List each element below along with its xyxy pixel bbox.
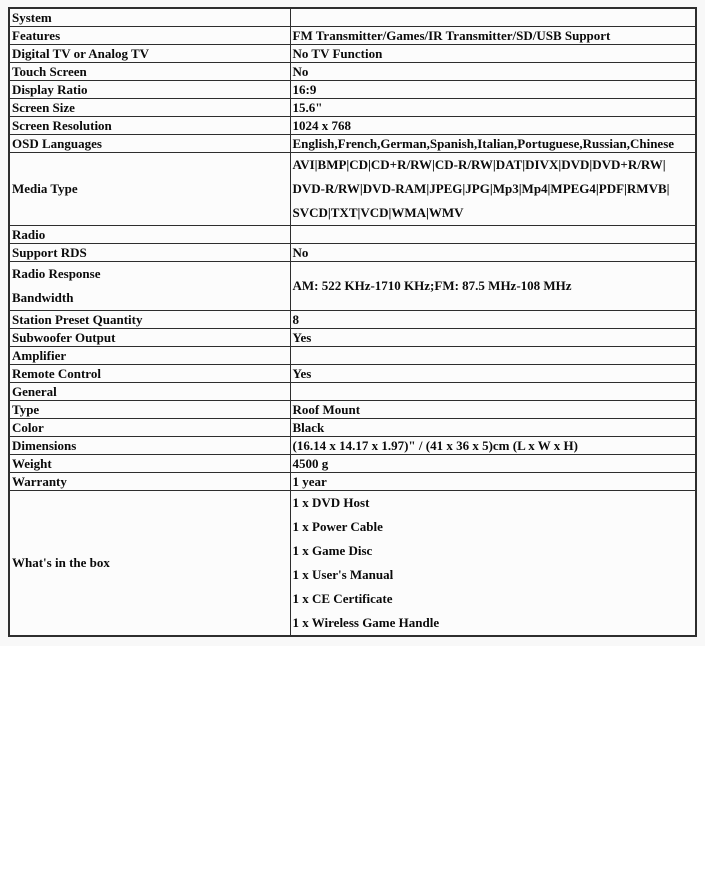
spec-line: 1 x Power Cable: [292, 518, 383, 534]
spec-table: [8, 7, 697, 637]
spec-line: No: [292, 63, 309, 79]
spec-label-cell: [9, 26, 290, 44]
table-row: [9, 44, 696, 62]
spec-line: Support RDS: [12, 244, 87, 260]
table-row: [9, 310, 696, 328]
spec-line: System: [12, 9, 52, 25]
spec-value-cell: [290, 472, 696, 490]
spec-value-cell: [290, 346, 696, 364]
spec-line: Type: [12, 401, 40, 417]
spec-line: AM: 522 KHz-1710 KHz;FM: 87.5 MHz-108 MHz: [292, 278, 572, 293]
spec-line: 16:9: [292, 81, 317, 97]
table-row: [9, 134, 696, 152]
spec-line: Amplifier: [12, 347, 67, 363]
spec-line: What's in the box: [12, 555, 110, 570]
spec-label-cell: [9, 490, 290, 636]
spec-table-body: [9, 8, 696, 636]
spec-value-cell: [290, 310, 696, 328]
table-row: [9, 80, 696, 98]
spec-line: Bandwidth: [12, 289, 74, 305]
spec-value-cell: [290, 225, 696, 243]
spec-line: Yes: [292, 329, 312, 345]
spec-value-cell: [290, 134, 696, 152]
spec-label-cell: [9, 364, 290, 382]
spec-value-cell: [290, 328, 696, 346]
spec-line: Display Ratio: [12, 81, 88, 97]
spec-line: 1 x Wireless Game Handle: [292, 614, 440, 630]
spec-line: 4500 g: [292, 455, 329, 471]
spec-line: Screen Resolution: [12, 117, 112, 133]
spec-line: FM Transmitter/Games/IR Transmitter/SD/USB Support: [292, 27, 611, 43]
spec-line: AVI|BMP|CD|CD+R/RW|CD-R/RW|DAT|DIVX|DVD|DVD+R/RW|: [292, 156, 666, 172]
table-row: [9, 472, 696, 490]
spec-line: Weight: [12, 455, 52, 471]
spec-line: Black: [292, 419, 325, 435]
spec-line: 1 x Game Disc: [292, 542, 373, 558]
table-row: [9, 26, 696, 44]
spec-line: Features: [12, 27, 61, 43]
spec-label-cell: [9, 152, 290, 225]
spec-line: Roof Mount: [292, 401, 361, 417]
spec-label-cell: [9, 8, 290, 26]
spec-value-cell: [290, 62, 696, 80]
table-row: [9, 225, 696, 243]
spec-value-cell: [290, 243, 696, 261]
table-row: [9, 261, 696, 310]
table-row: [9, 418, 696, 436]
spec-line: (16.14 x 14.17 x 1.97)" / (41 x 36 x 5)cm (L x W x H): [292, 437, 578, 453]
spec-label-cell: [9, 98, 290, 116]
spec-value-cell: [290, 8, 696, 26]
spec-value-cell: [290, 382, 696, 400]
spec-line: Dimensions: [12, 437, 77, 453]
spec-label-cell: [9, 80, 290, 98]
spec-label-cell: [9, 134, 290, 152]
table-row: [9, 8, 696, 26]
spec-line: Station Preset Quantity: [12, 311, 143, 327]
spec-label-cell: [9, 382, 290, 400]
spec-value-cell: [290, 364, 696, 382]
spec-line: Radio: [12, 226, 46, 242]
spec-line: 1024 x 768: [292, 117, 351, 133]
spec-label-cell: [9, 261, 290, 310]
spec-line: Touch Screen: [12, 63, 87, 79]
spec-label-cell: [9, 310, 290, 328]
spec-line: No: [292, 244, 309, 260]
spec-value-cell: [290, 400, 696, 418]
table-row: [9, 454, 696, 472]
table-row: [9, 98, 696, 116]
spec-line: Yes: [292, 365, 312, 381]
spec-line: No TV Function: [292, 45, 383, 61]
spec-label-cell: [9, 472, 290, 490]
spec-line: 8: [292, 311, 299, 327]
table-row: [9, 364, 696, 382]
spec-line: General: [12, 383, 57, 399]
spec-line: Warranty: [12, 473, 67, 489]
spec-line: 1 year: [292, 473, 327, 489]
spec-line: Screen Size: [12, 99, 75, 115]
spec-label-cell: [9, 225, 290, 243]
spec-line: SVCD|TXT|VCD|WMA|WMV: [292, 204, 464, 220]
spec-line: Digital TV or Analog TV: [12, 45, 150, 61]
spec-line: 15.6": [292, 99, 323, 115]
spec-value-cell: [290, 26, 696, 44]
table-row: [9, 62, 696, 80]
spec-value-cell: [290, 98, 696, 116]
spec-value-cell: [290, 80, 696, 98]
spec-label-cell: [9, 346, 290, 364]
spec-value-cell: [290, 490, 696, 636]
spec-line: OSD Languages: [12, 135, 102, 151]
spec-value-cell: [290, 454, 696, 472]
spec-label-cell: [9, 436, 290, 454]
spec-label-cell: [9, 454, 290, 472]
table-row: [9, 346, 696, 364]
spec-line: Subwoofer Output: [12, 329, 116, 345]
table-row: [9, 400, 696, 418]
spec-value-cell: [290, 116, 696, 134]
spec-label-cell: [9, 400, 290, 418]
table-row: [9, 328, 696, 346]
table-row: [9, 382, 696, 400]
table-row: [9, 152, 696, 225]
spec-label-cell: [9, 418, 290, 436]
table-row: [9, 436, 696, 454]
spec-line: Radio Response: [12, 265, 101, 281]
spec-label-cell: [9, 116, 290, 134]
spec-line: Media Type: [12, 181, 78, 196]
table-row: [9, 490, 696, 636]
spec-label-cell: [9, 328, 290, 346]
spec-value-cell: [290, 261, 696, 310]
spec-line: Color: [12, 419, 44, 435]
spec-label-cell: [9, 44, 290, 62]
spec-line: 1 x User's Manual: [292, 566, 394, 582]
table-row: [9, 243, 696, 261]
spec-line: 1 x CE Certificate: [292, 590, 393, 606]
spec-label-cell: [9, 243, 290, 261]
spec-line: DVD-R/RW|DVD-RAM|JPEG|JPG|Mp3|Mp4|MPEG4|PDF|RMVB|: [292, 180, 670, 196]
spec-label-cell: [9, 62, 290, 80]
spec-value-cell: [290, 44, 696, 62]
table-row: [9, 116, 696, 134]
spec-value-cell: [290, 436, 696, 454]
spec-line: 1 x DVD Host: [292, 494, 370, 510]
spec-line: Remote Control: [12, 365, 101, 381]
spec-value-cell: [290, 152, 696, 225]
spec-value-cell: [290, 418, 696, 436]
spec-line: English,French,German,Spanish,Italian,Portuguese,Russian,Chinese: [292, 135, 675, 151]
